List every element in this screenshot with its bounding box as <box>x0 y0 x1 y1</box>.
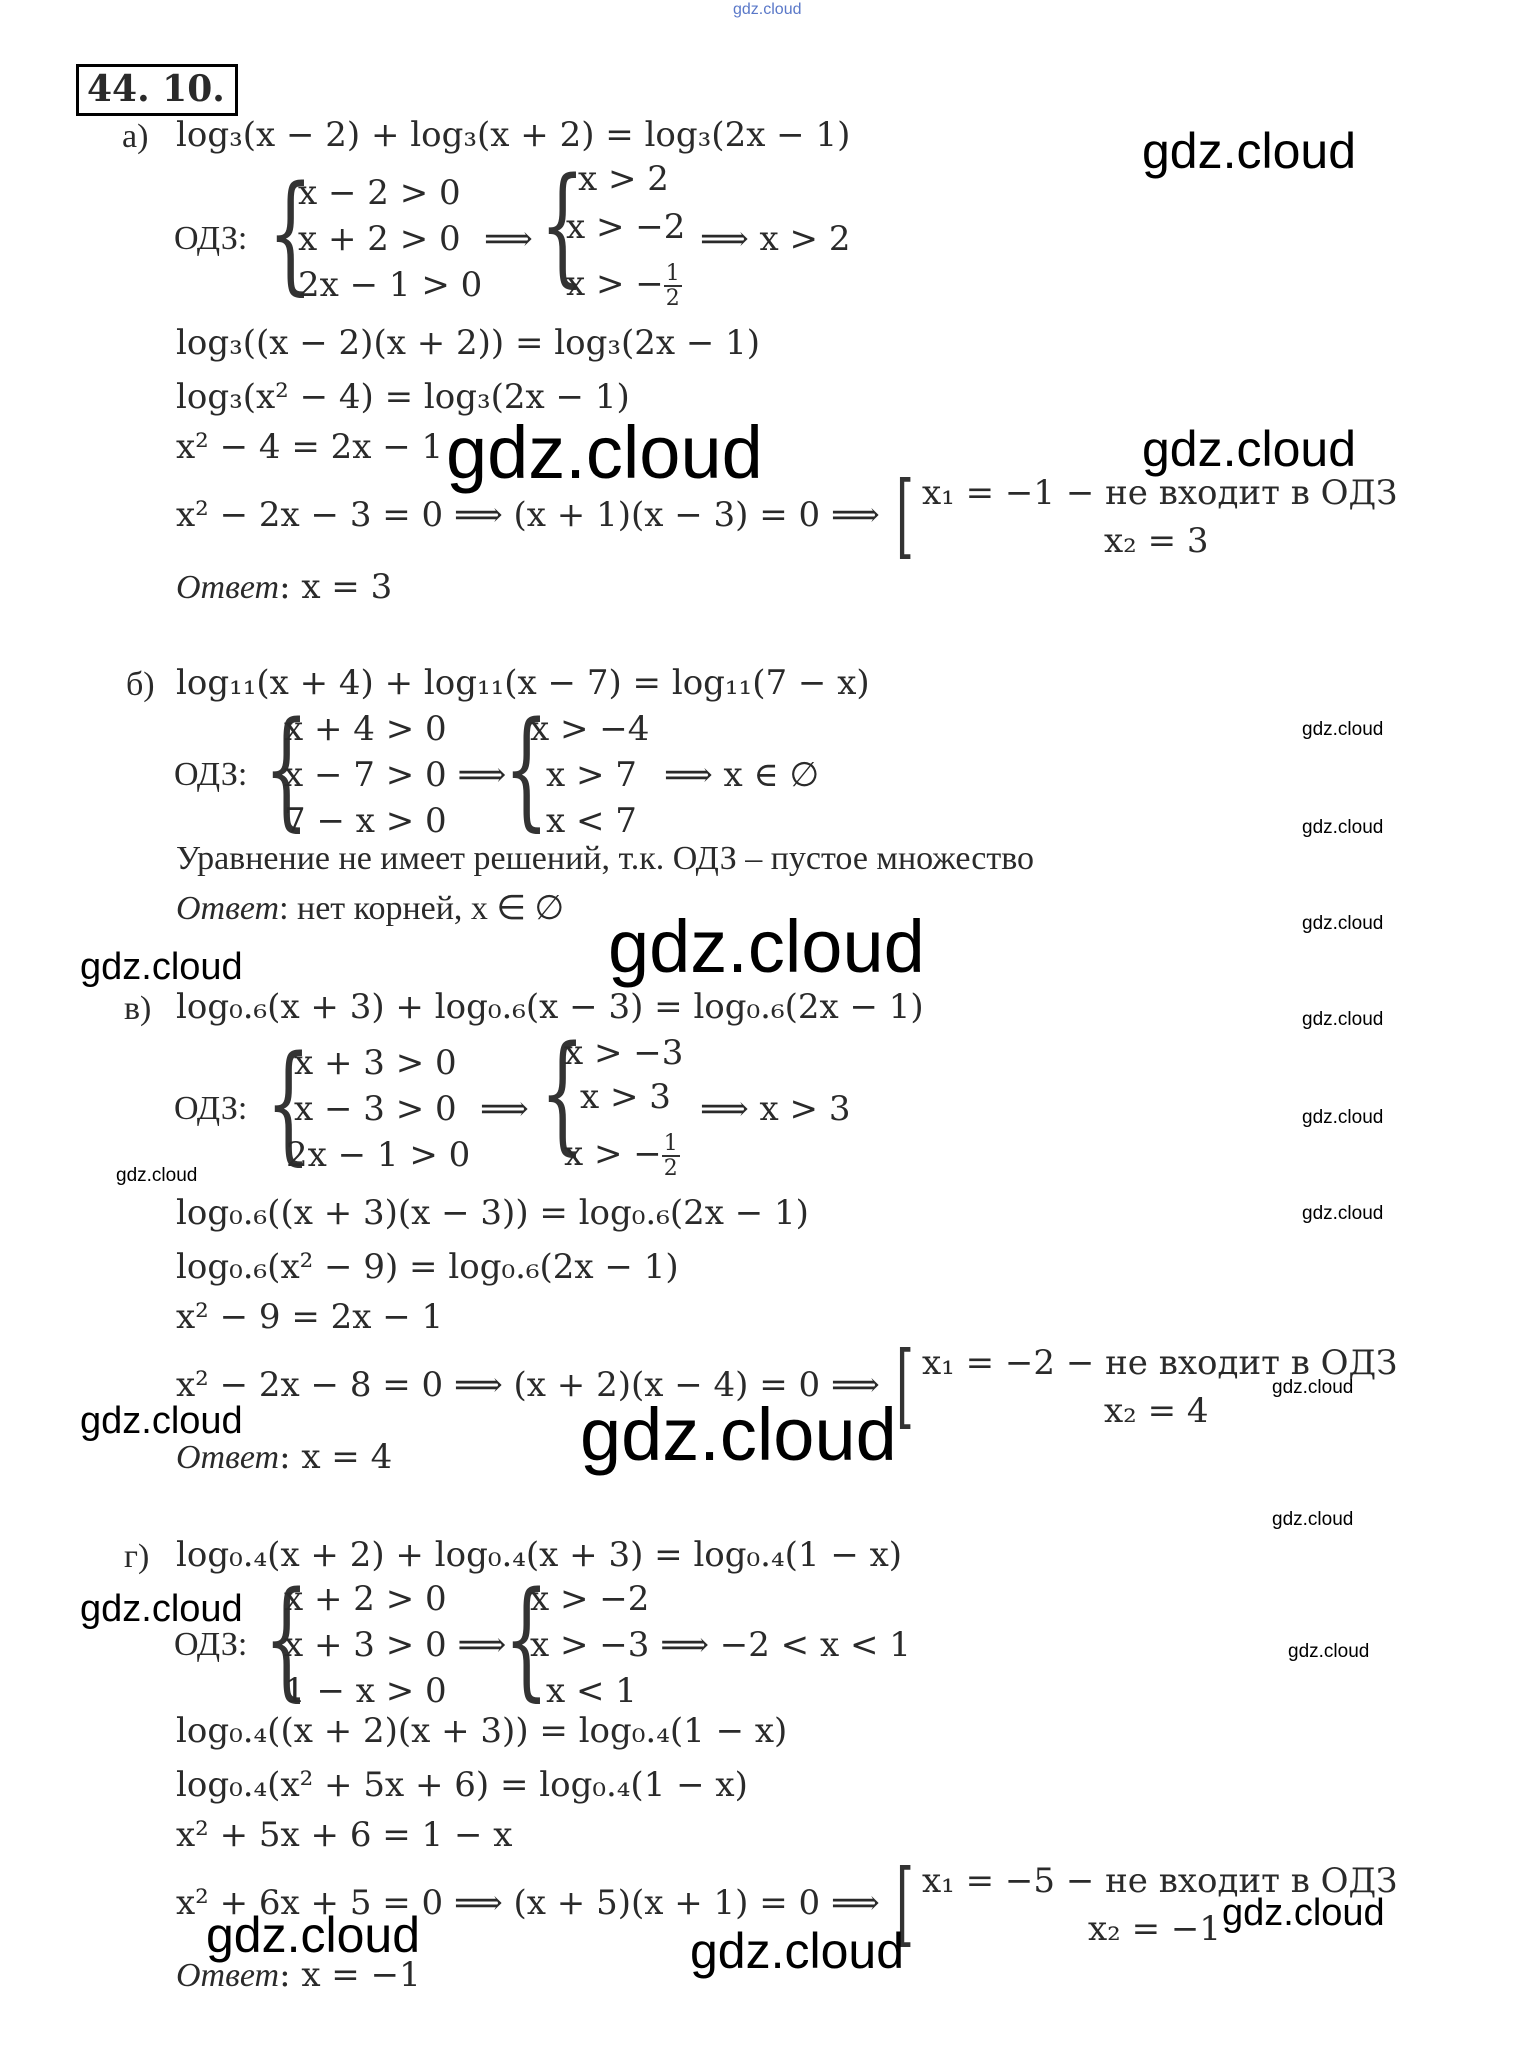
part-a-res-1: x > 2 <box>578 159 669 199</box>
part-c-odz-3: 2x − 1 > 0 <box>286 1135 471 1175</box>
part-d-label: г) <box>124 1538 150 1575</box>
part-a-step-1: log₃((x − 2)(x + 2)) = log₃(2x − 1) <box>176 323 761 363</box>
fraction-numerator: 1 <box>663 1131 678 1156</box>
watermark: gdz.cloud <box>608 905 925 988</box>
part-a-root-2: x₂ = 3 <box>1104 521 1209 561</box>
part-a-res-3 <box>566 262 682 310</box>
part-a-odz-1: x − 2 > 0 <box>298 173 461 213</box>
fraction-denominator: 2 <box>665 286 680 312</box>
part-d-res-3: x < 1 <box>546 1671 637 1711</box>
part-d-root-2: x₂ = −1 <box>1088 1909 1222 1949</box>
part-a-label: а) <box>122 118 149 155</box>
part-c-odz-label: ОДЗ: <box>174 1090 248 1127</box>
part-c-res-3 <box>564 1132 680 1180</box>
system-brace: { <box>540 1019 585 1168</box>
watermark: gdz.cloud <box>690 1923 905 1979</box>
part-c-answer <box>176 1437 393 1477</box>
part-a-res-3-pre: x > − <box>566 264 664 305</box>
part-b-odz-3: 7 − x > 0 <box>284 801 447 841</box>
part-b-equation: log₁₁(x + 4) + log₁₁(x − 7) = log₁₁(7 − x) <box>176 663 870 703</box>
system-brace: { <box>540 151 585 300</box>
part-a-implies: ⟹ <box>484 219 533 259</box>
part-c-odz-1: x + 3 > 0 <box>294 1043 457 1083</box>
answer-label: Ответ <box>176 890 280 927</box>
part-d-step-2: log₀.₄(x² + 5x + 6) = log₀.₄(1 − x) <box>176 1765 748 1805</box>
part-c-factor: x² − 2x − 8 = 0 ⟹ (x + 2)(x − 4) = 0 ⟹ <box>176 1365 880 1405</box>
part-a-step-2: log₃(x² − 4) = log₃(2x − 1) <box>176 377 630 417</box>
part-c-root-2: x₂ = 4 <box>1104 1391 1209 1431</box>
part-c-implies: ⟹ <box>480 1089 529 1129</box>
part-d-odz-3: 1 − x > 0 <box>284 1671 447 1711</box>
part-b-answer <box>176 892 564 926</box>
system-brace: { <box>264 695 309 844</box>
watermark: gdz.cloud <box>116 1165 198 1186</box>
part-b-res-3: x < 7 <box>546 801 637 841</box>
part-d-res-1: x > −2 <box>530 1579 650 1619</box>
part-c-root-1: x₁ = −2 − не входит в ОДЗ <box>922 1343 1398 1383</box>
part-a-res-2: x > −2 <box>566 207 686 247</box>
part-d-equation: log₀.₄(x + 2) + log₀.₄(x + 3) = log₀.₄(1 − x) <box>176 1535 903 1575</box>
part-a-odz-2: x + 2 > 0 <box>298 219 461 259</box>
part-c-odz-2: x − 3 > 0 <box>294 1089 457 1129</box>
part-c-res-1: x > −3 <box>564 1033 684 1073</box>
part-b-res-1: x > −4 <box>530 709 650 749</box>
system-brace: { <box>268 159 313 308</box>
part-c-odz-final: ⟹ x > 3 <box>700 1089 851 1129</box>
fraction <box>664 262 682 310</box>
system-brace: { <box>266 1029 311 1178</box>
watermark: gdz.cloud <box>1302 913 1384 934</box>
part-c-equation: log₀.₆(x + 3) + log₀.₆(x − 3) = log₀.₆(2x − 1) <box>176 987 924 1027</box>
watermark-top: gdz.cloud <box>733 1 802 18</box>
part-b-odz-2: x − 7 > 0 ⟹ <box>284 755 507 795</box>
watermark: gdz.cloud <box>1302 1107 1384 1128</box>
watermark: gdz.cloud <box>580 1393 897 1476</box>
answer-value: : x = −1 <box>279 1955 421 1995</box>
part-d-answer <box>176 1955 421 1995</box>
part-b-odz-1: x + 4 > 0 <box>284 709 447 749</box>
part-d-res-2: x > −3 ⟹ −2 < x < 1 <box>530 1625 911 1665</box>
watermark: gdz.cloud <box>446 411 763 494</box>
part-b-res-2: x > 7 <box>546 755 637 795</box>
watermark: gdz.cloud <box>1288 1641 1370 1662</box>
system-brace: { <box>504 695 549 844</box>
answer-value: : x = 4 <box>279 1437 393 1477</box>
fraction <box>662 1132 680 1180</box>
part-a-odz-3: 2x − 1 > 0 <box>298 265 483 305</box>
set-bracket: [ <box>896 462 914 569</box>
answer-value: : x = 3 <box>279 567 393 607</box>
watermark: gdz.cloud <box>1222 1892 1385 1934</box>
part-a-step-3: x² − 4 = 2x − 1 <box>176 427 444 467</box>
watermark: gdz.cloud <box>80 1588 243 1630</box>
part-a-factor: x² − 2x − 3 = 0 ⟹ (x + 1)(x − 3) = 0 ⟹ <box>176 495 880 535</box>
part-a-odz-final: ⟹ x > 2 <box>700 219 851 259</box>
part-a-answer <box>176 567 393 607</box>
part-b-odz-final: ⟹ x ∈ ∅ <box>664 755 820 795</box>
answer-label: Ответ <box>176 1439 280 1476</box>
part-a-equation: log₃(x − 2) + log₃(x + 2) = log₃(2x − 1) <box>176 115 851 155</box>
part-c-res-3-pre: x > − <box>564 1134 662 1175</box>
part-a-root-1: x₁ = −1 − не входит в ОДЗ <box>922 473 1398 513</box>
part-c-res-2: x > 3 <box>580 1077 671 1117</box>
watermark: gdz.cloud <box>1142 123 1357 179</box>
watermark: gdz.cloud <box>1302 1009 1384 1030</box>
part-d-root-1: x₁ = −5 − не входит в ОДЗ <box>922 1861 1398 1901</box>
part-b-odz-label: ОДЗ: <box>174 756 248 793</box>
watermark: gdz.cloud <box>1142 421 1357 477</box>
answer-value: : нет корней, x ∈ ∅ <box>279 890 565 927</box>
watermark: gdz.cloud <box>206 1907 421 1963</box>
part-d-step-1: log₀.₄((x + 2)(x + 3)) = log₀.₄(1 − x) <box>176 1711 788 1751</box>
part-d-factor: x² + 6x + 5 = 0 ⟹ (x + 5)(x + 1) = 0 ⟹ <box>176 1883 880 1923</box>
answer-label: Ответ <box>176 569 280 606</box>
fraction-denominator: 2 <box>663 1156 678 1182</box>
part-d-odz-2: x + 3 > 0 ⟹ <box>284 1625 507 1665</box>
set-bracket: [ <box>896 1850 914 1957</box>
part-c-step-1: log₀.₆((x + 3)(x − 3)) = log₀.₆(2x − 1) <box>176 1193 809 1233</box>
fraction-numerator: 1 <box>665 261 680 286</box>
part-c-step-3: x² − 9 = 2x − 1 <box>176 1297 444 1337</box>
system-brace: { <box>504 1565 549 1714</box>
part-b-note: Уравнение не имеет решений, т.к. ОДЗ – пустое множество <box>176 840 1035 877</box>
part-d-step-3: x² + 5x + 6 = 1 − x <box>176 1815 513 1855</box>
answer-label: Ответ <box>176 1957 280 1994</box>
watermark: gdz.cloud <box>80 946 243 988</box>
watermark: gdz.cloud <box>1302 817 1384 838</box>
part-d-odz-1: x + 2 > 0 <box>284 1579 447 1619</box>
watermark: gdz.cloud <box>1272 1377 1354 1398</box>
set-bracket: [ <box>896 1332 914 1439</box>
part-a-odz-label: ОДЗ: <box>174 220 248 257</box>
task-number: 44. 10. <box>76 64 238 116</box>
system-brace: { <box>264 1565 309 1714</box>
part-c-step-2: log₀.₆(x² − 9) = log₀.₆(2x − 1) <box>176 1247 679 1287</box>
part-c-label: в) <box>124 990 152 1027</box>
watermark: gdz.cloud <box>1302 719 1384 740</box>
part-b-label: б) <box>126 666 155 703</box>
watermark: gdz.cloud <box>80 1400 243 1442</box>
watermark: gdz.cloud <box>1302 1203 1384 1224</box>
watermark: gdz.cloud <box>1272 1509 1354 1530</box>
part-d-odz-label: ОДЗ: <box>174 1626 248 1663</box>
